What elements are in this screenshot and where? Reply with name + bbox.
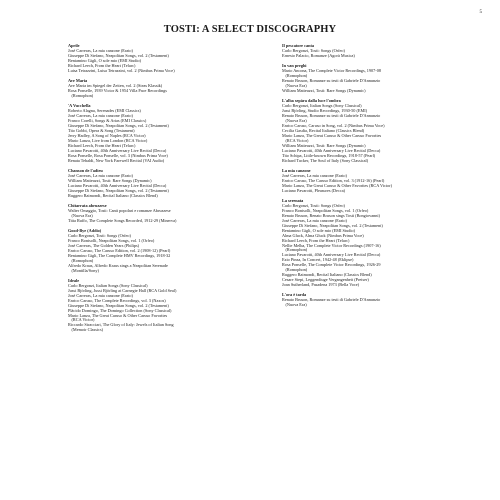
recording-entry: Carlo Bergonzi, Tosti: Songs (Orfeo) (282, 203, 345, 208)
recording-entry: Tito Gobbi, Opera & Song (Testament) (68, 128, 135, 133)
recording-entry: José Carreras, La mia canzone (Erato) (68, 293, 133, 298)
recording-entry: Joan Sutherland, Pasadena 1973 (Bella Voce) (282, 283, 360, 288)
song-section (282, 64, 458, 94)
recording-entry: (Romophon) (285, 268, 308, 273)
recording-entry: Renato Bruson, Romanze su testi di Gabriele D'Annunzio (282, 298, 381, 303)
recording-entry: Roberto Alagna, Serenades (EMI Classics) (68, 109, 141, 114)
recording-entry: Luciano Pavarotti, 40th Anniversary Live Recital (Decca) (282, 253, 381, 258)
song-title: L'alba sepàra dalla luce l'ombra (282, 98, 341, 104)
song-title: La serenata (282, 197, 304, 203)
recording-entry: Luciano Pavarotti, Pleasures (Decca) (282, 188, 346, 193)
song-title: Il pescatore canta (282, 43, 315, 48)
recording-entry: (Nuova Era) (71, 213, 93, 218)
recording-entry: Titta Ruffo, The Complete Songs Recorded, 1912-29 (Minerva) (68, 218, 177, 223)
recording-entry: José Carreras, La mia canzone (Erato) (68, 114, 133, 119)
recording-entry: Ernesto Palacio, Romanze (Agorà Musica) (282, 53, 355, 58)
recording-entry: Giuseppe Di Stefano, Neapolitan Songs, vol. 2 (Testament) (68, 53, 169, 58)
recording-entry: Giuseppe Di Stefano, Neapolitan Songs, vol. 2 (Testament) (68, 303, 169, 308)
recording-entry: Rosa Ponselle, The Complete Victor Recordings, 1926-29 (282, 263, 381, 268)
recording-entry: Luciano Pavarotti, 40th Anniversary Live Recital (Decca) (68, 183, 167, 188)
recording-entry: Carlo Bergonzi, Italian Songs (Sony Classical) (282, 104, 362, 109)
song-section (68, 79, 244, 99)
song-section (68, 169, 244, 199)
recording-entry: Alfredo Kraus, Alfredo Kraus sings a Neapolitan Serenade (68, 263, 168, 268)
discography-column-left (68, 44, 244, 339)
recording-entry: (Romophon) (285, 248, 308, 253)
recording-entry: William Matteuzzi, Tosti: Rare Songs (Dynamic) (282, 143, 366, 148)
song-title: Aprile (68, 43, 80, 48)
discography-column-right (282, 44, 458, 314)
recording-entry: Walter Omaggio, Tosti: Canti popolari e romanze Abruzzese (68, 208, 171, 213)
recording-entry: Cesare Siepi, Leggendiuge Vergangenheit (Preiser) (282, 278, 369, 283)
recording-entry: José Carreras, La mia canzone (Erato) (68, 48, 133, 53)
recording-entry: Jussi Björling, Studio Recordings, 1930-50 (EMI) (282, 109, 368, 114)
recording-entry: Ezio Pinza, In Concert, 1942-48 (Eklipse) (282, 258, 354, 263)
recording-entry: Renata Tebaldi, New York Farewell Recital (VAI Audio) (68, 158, 165, 163)
song-section (68, 229, 244, 274)
song-title: La mia canzone (282, 167, 311, 173)
recording-entry: José Carreras, The Golden Years (Philips) (68, 243, 140, 248)
recording-entry: Giuseppe Di Stefano, Neapolitan Songs, vol. 2 (Testament) (68, 123, 169, 128)
recording-entry: Beniamino Gigli, The Complete HMV Recordings, 1918-32 (68, 253, 171, 258)
recording-entry: José Carreras, La mia canzone (Erato) (282, 173, 347, 178)
recording-entry: (Nuova Era) (285, 303, 307, 308)
recording-entry: Jussi Björling, Jussi Björling at Carnegie Hall (RCA Gold Seal) (68, 288, 177, 293)
recording-entry: Franco Bonisolli, Neapolitan Songs, vol. 1 (Orfeo) (68, 238, 155, 243)
recording-entry: (Nuova Era) (285, 83, 307, 88)
recording-entry: Carlo Bergonzi, Tosti: Songs (Orfeo) (282, 48, 345, 53)
recording-entry: Luciano Pavarotti, 40th Anniversary Live Recital (Decca) (68, 148, 167, 153)
page-number: 5 (479, 10, 482, 15)
recording-entry: Richard Leech, From the Heart (Telarc) (68, 143, 136, 148)
recording-entry: Tito Schipa, Little-known Recordings, 1918-57 (Pearl) (282, 153, 376, 158)
recording-entry: (RCA Victor) (71, 318, 95, 323)
song-title: 'A Vucchella (68, 103, 91, 109)
song-section (68, 44, 244, 74)
recording-entry: Richard Leech, From the Heart (Telarc) (68, 63, 136, 68)
song-section (282, 199, 458, 288)
song-section (282, 99, 458, 163)
recording-entry: Mario Lanza, Live from London (RCA Victor) (68, 138, 148, 143)
recording-entry: Renato Bruson, Romanze su testi di Gabriele D'Annunzio (282, 114, 381, 119)
recording-entry: (Memoir Classics) (71, 328, 104, 333)
recording-entry: Jerry Hadley, A Song of Naples (RCA Victor) (68, 133, 146, 138)
recording-entry: (RCA Victor) (285, 138, 309, 143)
recording-entry: Giuseppe Di Stefano, Neapolitan Songs, vol. 2 (Testament) (68, 188, 169, 193)
recording-entry: Giuseppe Di Stefano, Neapolitan Songs, vol. 2 (Testament) (282, 223, 383, 228)
recording-entry: Carlo Bergonzi, Tosti: Songs (Orfeo) (68, 233, 131, 238)
page-title: TOSTI: A SELECT DISCOGRAPHY (163, 24, 337, 35)
recording-entry: Ruggero Raimondi, Recital Italiano (Classics Blend) (68, 193, 158, 198)
song-section (68, 104, 244, 163)
recording-entry: Cecilia Gasdia, Recital Italiano (Classics Blend) (282, 128, 365, 133)
recording-entry: José Carreras, La mia canzone (Erato) (68, 173, 133, 178)
recording-entry: Carlo Bergonzi, Italian Songs (Sony Classical) (68, 283, 148, 288)
recording-entry: Richard Leech, From the Heart (Telarc) (282, 238, 350, 243)
song-title: Ideale (68, 277, 80, 283)
song-section (68, 204, 244, 224)
recording-entry: Rosa Ponselle, 1939 Victor & 1954 Villa Pace Recordings (68, 88, 167, 93)
recording-entry: Rosa Ponselle, Rosa Ponselle, vol. 3 (Nimbus Prima Voce) (68, 153, 168, 158)
recording-entry: Beniamino Gigli, O sole mio (EMI Studio) (282, 228, 356, 233)
recording-entry: Beniamino Gigli, O sole mio (EMI Studio) (68, 58, 142, 63)
recording-entry: Nellie Melba, The Complete Victor Recordings (1907-16) (282, 243, 381, 248)
song-title: Chanson de l'adieu (68, 167, 103, 173)
song-section (282, 169, 458, 194)
recording-entry: Enrico Caruso, The Caruso Edition, vol. 3 (1912-16) (Pearl) (282, 178, 385, 183)
recording-entry: Ave Maria im Spiegel der Zeiten, vol. 2 (Sieas Klassik) (68, 83, 163, 88)
song-title: Good-Bye (Addio) (68, 227, 102, 233)
recording-entry: Enrico Caruso, The Caruso Edition, vol. 2 (1908-12) (Pearl) (68, 248, 171, 253)
song-title: L'ora è tarda (282, 292, 307, 298)
song-title: Ave Maria (68, 78, 88, 84)
recording-entry: Renato Bruson, Renato Bruson sings Tosti (Bongiovanni) (282, 213, 380, 218)
recording-entry: Alma Gluck, Alma Gluck (Nimbus Prima Voce) (282, 233, 364, 238)
recording-entry: Ruggero Raimondi, Recital Italiano (Classics Blend) (282, 273, 372, 278)
recording-entry: (Montilla/Sony) (71, 268, 99, 273)
recording-entry: Mario Lanza, The Great Caruso & Other Favorites (RCA Victor) (282, 183, 393, 188)
recording-entry: Mario Ancona, The Complete Victor Recordings, 1907-08 (282, 69, 381, 74)
song-section (68, 279, 244, 333)
recording-entry: (Romophon) (71, 258, 94, 263)
recording-entry: Enrico Caruso, The Complete Recordings, vol. 3 (Naxos) (68, 298, 166, 303)
recording-entry: José Carreras, La mia canzone (Erato) (282, 218, 347, 223)
song-section (282, 44, 458, 59)
recording-entry: Mario Lanza, The Great Caruso & Other Caruso Favorites (282, 133, 382, 138)
recording-entry: Richard Tucker, The Soul of Italy (Sony Classical) (282, 158, 369, 163)
recording-entry: Luciano Pavarotti, 40th Anniversary Live Recital (Decca) (282, 148, 381, 153)
song-section (282, 293, 458, 308)
recording-entry: Plácido Domingo, The Domingo Collection (Sony Classical) (68, 308, 172, 313)
song-title: Chitarrata abruzzese (68, 202, 107, 208)
recording-entry: William Matteuzzi, Tosti: Rare Songs (Dynamic) (68, 178, 152, 183)
song-title: In van preghi (282, 63, 307, 69)
recording-entry: Riccardo Stracciari, The Glory of Italy: Jewels of Italian Song (68, 323, 174, 328)
recording-entry: Enrico Caruso, Caruso in Song, vol. 2 (Nimbus Prima Voce) (282, 123, 385, 128)
recording-entry: Mario Lanza, The Great Caruso & Other Caruso Favorites (68, 313, 168, 318)
recording-entry: Luisa Tetrazzini, Luisa Tetrazzini, vol. 2 (Nimbus Prima Voce) (68, 68, 175, 73)
recording-entry: Franco Corelli, Songs & Arias (EMI Classics) (68, 118, 147, 123)
recording-entry: Franco Bonisolli, Neapolitan Songs, vol. 1 (Orfeo) (282, 208, 369, 213)
recording-entry: (Romophon) (285, 74, 308, 79)
recording-entry: Renato Bruson, Romanze su testi di Gabriele D'Annunzio (282, 79, 381, 84)
recording-entry: (Romophon) (71, 93, 94, 98)
recording-entry: (Nuova Era) (285, 118, 307, 123)
recording-entry: William Matteuzzi, Tosti: Rare Songs (Dynamic) (282, 88, 366, 93)
